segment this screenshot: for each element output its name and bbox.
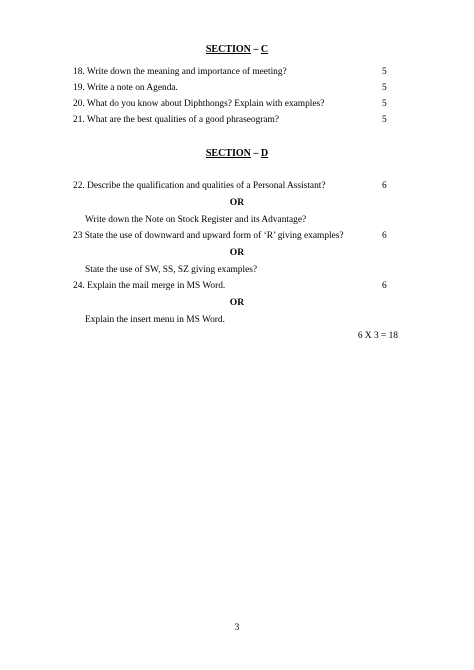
section-d-heading-word: SECTION <box>205 148 251 159</box>
or-divider-23: OR <box>229 247 245 258</box>
section-d-heading-letter: D <box>260 148 269 159</box>
section-d-total-marks: 6 X 3 = 18 <box>357 331 398 341</box>
question-23-marks: 6 <box>382 231 387 241</box>
question-21: 21. What are the best qualities of a good phraseogram? <box>73 115 280 125</box>
section-d-heading-dash: – <box>250 148 261 159</box>
section-c-heading-word: SECTION <box>205 44 251 55</box>
question-22: 22. Describe the qualification and qualities of a Personal Assistant? <box>73 181 326 191</box>
question-24: 24. Explain the mail merge in MS Word. <box>73 281 226 291</box>
question-18-marks: 5 <box>382 67 387 77</box>
question-21-marks: 5 <box>382 115 387 125</box>
or-divider-24: OR <box>229 297 245 308</box>
section-d-heading <box>0 148 474 160</box>
question-22-alternative: Write down the Note on Stock Register and its Advantage? <box>85 215 307 225</box>
page-number: 3 <box>234 623 240 633</box>
question-24-alternative: Explain the insert menu in MS Word. <box>85 315 225 325</box>
section-c-heading-dash: – <box>250 44 261 55</box>
question-19: 19. Write a note on Agenda. <box>73 83 178 93</box>
question-24-marks: 6 <box>382 281 387 291</box>
question-19-marks: 5 <box>382 83 387 93</box>
question-23: 23 State the use of downward and upward form of ‘R’ giving examples? <box>73 231 344 241</box>
question-23-alternative: State the use of SW, SS, SZ giving examples? <box>85 265 258 275</box>
question-18: 18. Write down the meaning and importance of meeting? <box>73 67 287 77</box>
or-divider-22: OR <box>229 197 245 208</box>
question-22-marks: 6 <box>382 181 387 191</box>
section-c-heading <box>0 44 474 56</box>
section-c-heading-letter: C <box>260 44 269 55</box>
question-20-marks: 5 <box>382 99 387 109</box>
question-20: 20. What do you know about Diphthongs? Explain with examples? <box>73 99 325 109</box>
